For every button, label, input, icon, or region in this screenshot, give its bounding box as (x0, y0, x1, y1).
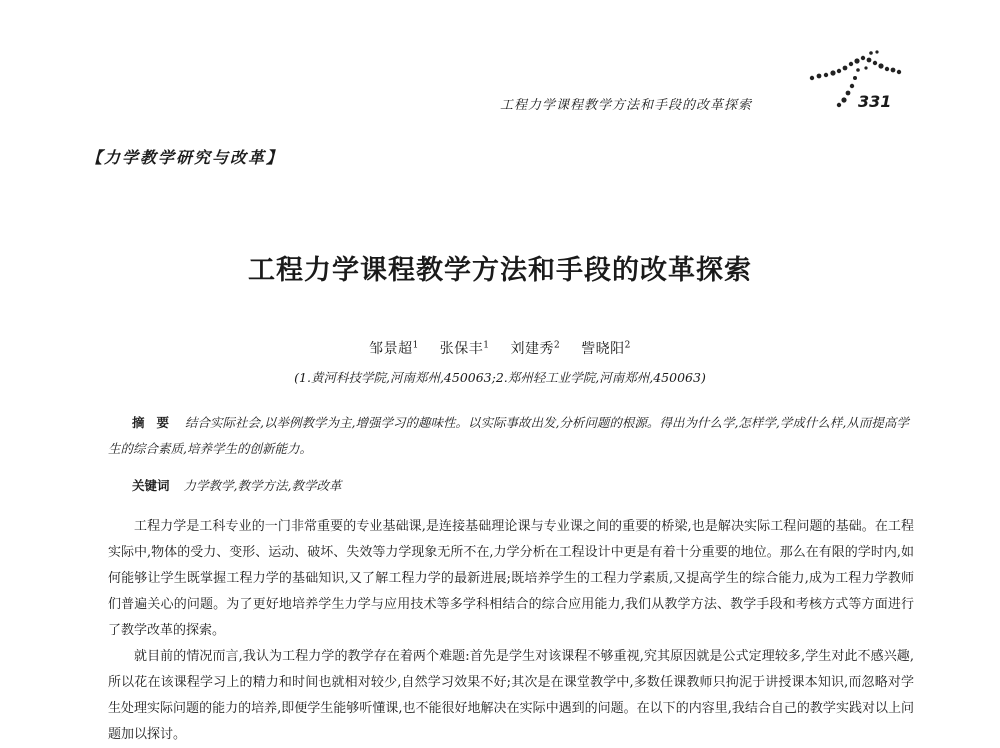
keywords-label: 关键词 (132, 478, 170, 493)
section-tag: 【力学教学研究与改革】 (86, 148, 285, 167)
body-paragraph-1: 工程力学是工科专业的一门非常重要的专业基础课,是连接基础理论课与专业课之间的重要的桥梁,也是解决实际工程问题的基础。在工程实际中,物体的受力、变形、运动、破坏、失效等力学现象无所不在,力学分析在工程设计中更是有着十分重要的地位。那么在有限的学时内,如何能够让学生既掌握工程力学的基础知识,又了解工程力学的最新进展;既培养学生的工程力学素质,又提高学生的综合能力,成为工程力学教师们普遍关心的问题。为了更好地培养学生力学与应用技术等多学科相结合的综合应用能力,我们从教学方法、教学手段和考核方式等方面进行了教学改革的探索。 (108, 519, 914, 638)
body-paragraph-2: 就目前的情况而言,我认为工程力学的教学存在着两个难题:首先是学生对该课程不够重视,究其原因就是公式定理较多,学生对此不感兴趣,所以花在该课程学习上的精力和时间也就相对较少,自然学习效果不好;其次是在课堂教学中,多数任课教师只拘泥于讲授课本知识,而忽略对学生处理实际问题的能力的培养,即便学生能够听懂课,也不能很好地解决在实际中遇到的问题。在以下的内容里,我结合自己的教学实践对以上问题加以探讨。 (108, 649, 914, 742)
paper-title: 工程力学课程教学方法和手段的改革探索 (248, 255, 752, 286)
keywords-text: 力学教学,教学方法,教学改革 (183, 478, 342, 493)
abstract (108, 410, 914, 462)
page-number: 331 (858, 92, 892, 111)
keywords (108, 476, 914, 494)
author-2: 张保丰$^1$ (439, 340, 490, 357)
author-3: 刘建秀$^2$ (510, 340, 561, 357)
body-text (108, 514, 914, 748)
abstract-label: 摘要 (132, 415, 182, 430)
author-list (0, 338, 1000, 358)
author-1: 邹景超$^1$ (369, 340, 419, 357)
abstract-text: 结合实际社会,以举例教学为主,增强学习的趣味性。以实际事故出发,分析问题的根源。得出为什么学,怎样学,学成什么样,从而提高学生的综合素质,培养学生的创新能力。 (108, 415, 909, 456)
running-header: 工程力学课程教学方法和手段的改革探索 (500, 98, 753, 113)
author-4: 訾晓阳$^2$ (581, 340, 631, 357)
affiliation: (1.黄河科技学院,河南郑州,450063;2.郑州轻工业学院,河南郑州,450063) (294, 370, 706, 385)
